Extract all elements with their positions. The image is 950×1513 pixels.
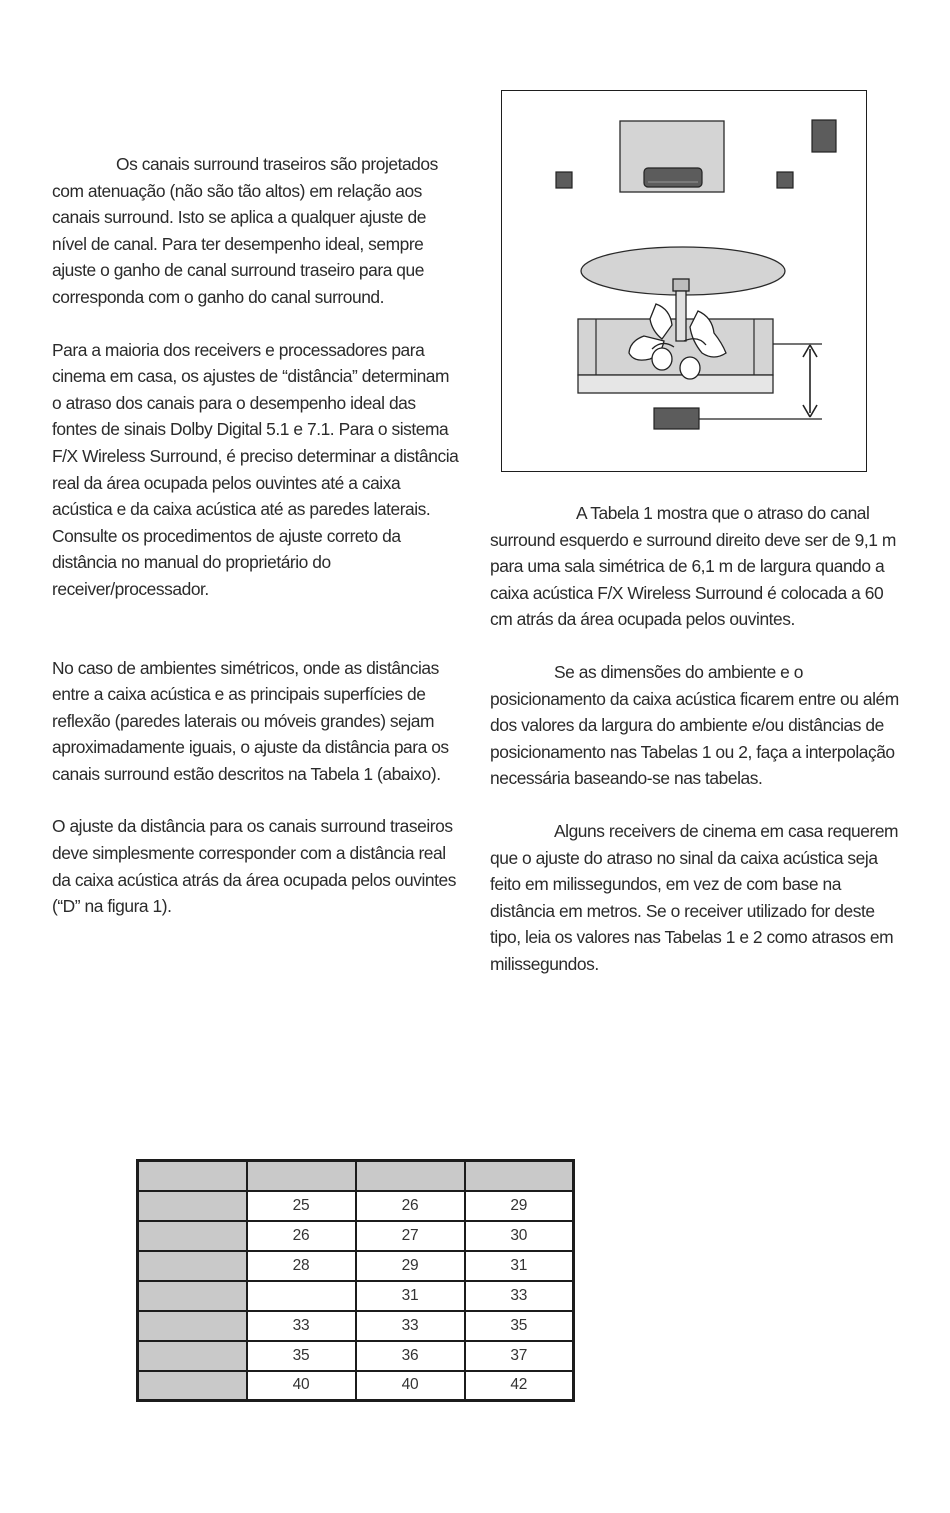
table-cell: 42	[465, 1371, 574, 1401]
table-cell	[247, 1281, 356, 1311]
table-row-label	[138, 1311, 247, 1341]
center-speaker-icon	[644, 168, 702, 187]
table-header-row	[138, 1161, 574, 1191]
front-right-speaker-icon	[777, 172, 793, 188]
table-cell: 26	[247, 1221, 356, 1251]
rear-surround-speaker-icon	[654, 408, 699, 429]
table-cell: 30	[465, 1221, 574, 1251]
table-row-label	[138, 1341, 247, 1371]
left-text-column	[52, 151, 462, 920]
table-row	[138, 1251, 574, 1281]
table-row-label	[138, 1251, 247, 1281]
table-cell: 31	[465, 1251, 574, 1281]
paragraph-rear-surround-attenuation: Os canais surround traseiros são projetados com atenuação (não são tão altos) em relação aos canais surround. Isto se aplica a qualquer ajuste de nível de canal. Para ter desempenho ideal, sempre ajuste o ganho de canal surround traseiro para que corresponda com o ganho do canal surround.	[52, 154, 438, 307]
table-row	[138, 1191, 574, 1221]
paragraph-milliseconds: Alguns receivers de cinema em casa requerem que o ajuste do atraso no sinal da caixa acústica seja feito em milissegundos, em vez de com base na distância em metros. Se o receiver utilizado for deste tipo, leia os valores nas Tabelas 1 e 2 como atrasos em milissegundos.	[490, 820, 899, 974]
subwoofer-icon	[812, 120, 836, 152]
table-cell: 33	[356, 1311, 465, 1341]
table-row	[138, 1341, 574, 1371]
table-cell: 36	[356, 1341, 465, 1371]
table-row-label	[138, 1221, 247, 1251]
table-cell: 35	[247, 1341, 356, 1371]
front-left-speaker-icon	[556, 172, 572, 188]
paragraph-distance-settings: Para a maioria dos receivers e processadores para cinema em casa, os ajustes de “distância” determinam o atraso dos canais para o desempenho ideal das fontes de sinais Dolby Digital 5.1 e 7.1. Para o sistema F/X Wireless Surround, é preciso determinar a distância real da área ocupada pelos ouvintes até a caixa acústica e da caixa acústica até as paredes laterais.	[52, 339, 459, 520]
table-cell: 40	[247, 1371, 356, 1401]
room-layout-diagram	[502, 91, 868, 473]
paragraph-rear-surround-distance: O ajuste da distância para os canais surround traseiros deve simplesmente corresponder com a distância real da caixa acústica atrás da área ocupada pelos ouvintes (“D” na figura 1).	[52, 816, 456, 917]
table-cell: 29	[465, 1191, 574, 1221]
table-cell: 26	[356, 1191, 465, 1221]
table-row	[138, 1311, 574, 1341]
table-header-cell	[138, 1161, 247, 1191]
table-cell: 35	[465, 1311, 574, 1341]
table-cell: 29	[356, 1251, 465, 1281]
table-row-label	[138, 1281, 247, 1311]
table-row	[138, 1371, 574, 1401]
table-cell: 37	[465, 1341, 574, 1371]
table-cell: 25	[247, 1191, 356, 1221]
table-row	[138, 1281, 574, 1311]
paragraph-symmetric-rooms: No caso de ambientes simétricos, onde as distâncias entre a caixa acústica e as principais superfícies de reflexão (paredes laterais ou móveis grandes) sejam aproximadamente iguais, o ajuste da distância para os canais surround estão descritos na Tabela 1 (abaixo).	[52, 657, 449, 784]
paragraph-table-example: A Tabela 1 mostra que o atraso do canal surround esquerdo e surround direito deve ser de 9,1 m para uma sala simétrica de 6,1 m de largura quando a caixa acústica F/X Wireless Surround é colocada a 60 cm atrás da área ocupada pelos ouvintes.	[490, 503, 896, 630]
paragraph-interpolation: Se as dimensões do ambiente e o posicionamento da caixa acústica ficarem entre ou além dos valores da largura do ambiente e/ou distâncias de posicionamento nas Tabelas 1 ou 2, faça a interpolação necessária baseando-se nas tabelas.	[490, 661, 899, 789]
room-layout-figure	[501, 90, 867, 472]
table-cell: 31	[356, 1281, 465, 1311]
table-row-label	[138, 1371, 247, 1401]
right-text-column	[490, 500, 902, 978]
table-cell: 40	[356, 1371, 465, 1401]
table-row	[138, 1221, 574, 1251]
table-header-cell	[247, 1161, 356, 1191]
table-row-label	[138, 1191, 247, 1221]
table-header-cell	[356, 1161, 465, 1191]
table-header-cell	[465, 1161, 574, 1191]
table-cell: 33	[247, 1311, 356, 1341]
delay-table	[136, 1159, 575, 1402]
table-cell: 28	[247, 1251, 356, 1281]
table-cell: 33	[465, 1281, 574, 1311]
paragraph-consult-manual: Consulte os procedimentos de ajuste correto da distância no manual do proprietário do receiver/processador.	[52, 525, 401, 599]
distance-arrow-icon	[803, 345, 817, 417]
table-cell: 27	[356, 1221, 465, 1251]
